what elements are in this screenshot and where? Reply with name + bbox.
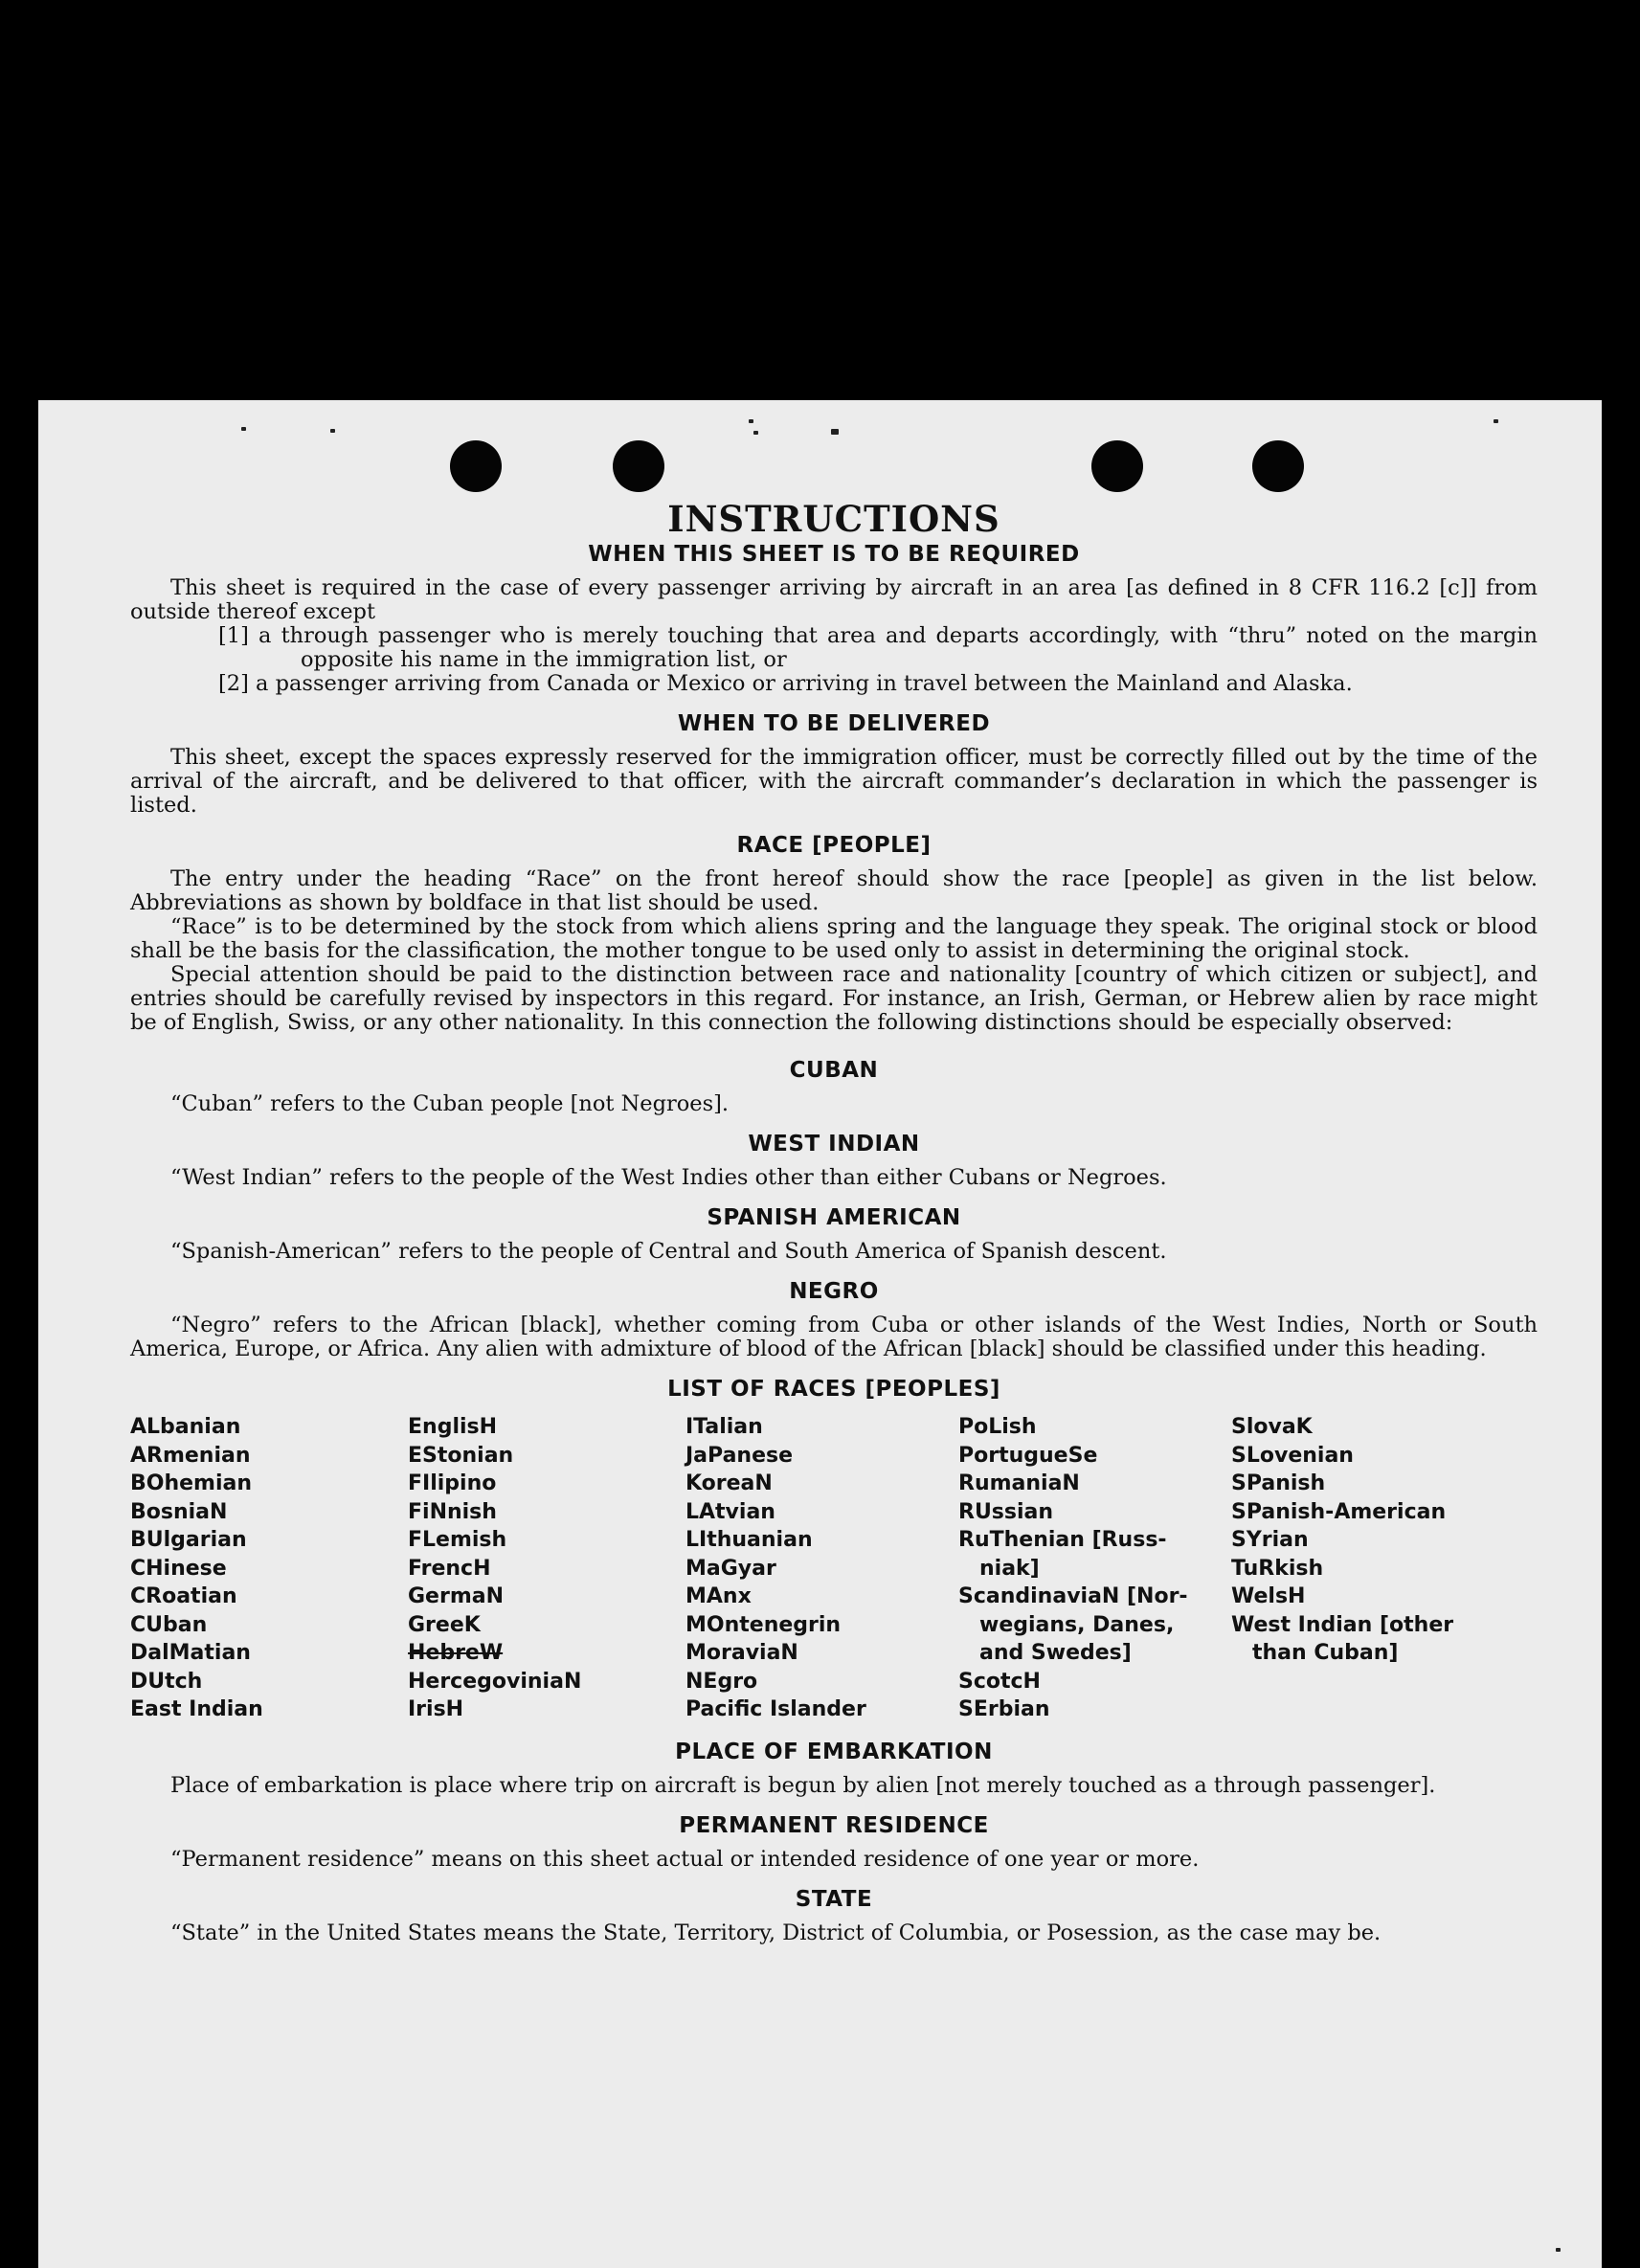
paper-speck [330,429,335,433]
race-item: NEgro [685,1669,758,1694]
race-item-continuation: niak] [979,1556,1040,1581]
race-item: BUlgarian [130,1528,247,1552]
paper-speck [831,429,839,435]
when-required-intro: This sheet is required in the case of every passenger arriving by aircraft in an area [as defined in 8 CFR 116.2 [c]] from outside thereof except [130,575,1538,624]
race-item: MaGyar [685,1556,776,1581]
race-paragraph-3: Special attention should be paid to the distinction between race and nationality [country of which citizen or subject], and entries should be carefully revised by inspectors in this regard. For instance, an Irish, German, or Hebrew alien by race might be of English, Swiss, or any other nationality. In this connection the following distinctions should be especially observed: [130,962,1538,1035]
race-list [130,1413,1538,1724]
race-item: BosniaN [130,1499,228,1524]
cuban-text: “Cuban” refers to the Cuban people [not Negroes]. [170,1091,730,1116]
race-item: FLemish [408,1528,507,1552]
heading-when-delivered: WHEN TO BE DELIVERED [677,711,991,736]
race-item-continuation: than Cuban] [1252,1641,1399,1665]
race-item: SErbian [958,1697,1050,1721]
race-item: PoLish [958,1415,1037,1439]
race-item: ITalian [685,1415,763,1439]
race-item: ALbanian [130,1415,241,1439]
race-item: SYrian [1231,1528,1309,1552]
heading-list-of-races: LIST OF RACES [PEOPLES] [667,1377,1000,1402]
race-item: MoraviaN [685,1641,798,1665]
race-list-column-2 [408,1413,685,1724]
race-item: EnglisH [408,1415,498,1439]
race-item: KoreaN [685,1471,773,1495]
race-item-struck-out: HebreW [408,1641,504,1665]
race-item: CRoatian [130,1584,237,1608]
west-indian-text: “West Indian” refers to the people of the West Indies other than either Cubans or Negroes. [170,1165,1167,1190]
race-list-column-3 [685,1413,958,1724]
heading-state: STATE [795,1886,873,1912]
race-item: LIthuanian [685,1528,813,1552]
heading-race: RACE [PEOPLE] [736,833,932,858]
race-list-column-4 [958,1413,1231,1724]
race-item: FiNnish [408,1499,497,1524]
paper-speck [241,427,246,431]
race-list-column-1 [130,1413,408,1724]
race-item: Pacific Islander [685,1697,866,1721]
race-item: IrisH [408,1697,464,1721]
heading-cuban: CUBAN [789,1058,879,1083]
heading-permanent-residence: PERMANENT RESIDENCE [679,1812,989,1838]
negro-text: “Negro” refers to the African [black], whether coming from Cuba or other islands of the West Indies, North or South America, Europe, or Africa. Any alien with admixture of blood of the African [black] should be classified under this heading. [130,1313,1538,1361]
race-item-continuation: and Swedes] [979,1641,1132,1665]
race-item: DalMatian [130,1641,251,1665]
paper-speck [1494,419,1498,423]
race-item: ScotcH [958,1669,1041,1694]
race-item: RumaniaN [958,1471,1080,1495]
race-item: FrencH [408,1556,491,1581]
race-item: East Indian [130,1697,263,1721]
punch-hole [613,440,664,492]
heading-spanish-american: SPANISH AMERICAN [707,1205,961,1230]
heading-place-of-embarkation: PLACE OF EMBARKATION [675,1739,993,1764]
race-item: CHinese [130,1556,227,1581]
punch-hole [1091,440,1143,492]
paper-speck [749,419,753,423]
race-item: BOhemian [130,1471,253,1495]
race-item: EStonian [408,1443,514,1468]
race-item: GermaN [408,1584,505,1608]
race-item: SPanish [1231,1471,1326,1495]
embarkation-text: Place of embarkation is place where trip on aircraft is begun by alien [not merely touched as a through passenger]. [170,1772,1436,1798]
punch-hole [450,440,502,492]
instructions-content [130,498,1538,1945]
race-item-continuation: wegians, Danes, [979,1612,1175,1637]
race-paragraph-2: “Race” is to be determined by the stock from which aliens spring and the language they speak. The original stock or blood shall be the basis for the classification, the mother tongue to be used only to assist in determining the original stock. [130,914,1538,963]
race-item: HercegoviniaN [408,1669,582,1694]
paper-speck [1556,2248,1561,2252]
race-paragraph-1: The entry under the heading “Race” on the front hereof should show the race [people] as given in the list below. Abbreviations as shown by boldface in that list should be used. [130,866,1538,915]
race-item: WelsH [1231,1584,1306,1608]
exception-item-1: [1] a through passenger who is merely touching that area and departs accordingly, with “thru” noted on the margin opposite his name in the immigration list, or [218,623,1538,672]
state-text: “State” in the United States means the State, Territory, District of Columbia, or Posession, as the case may be. [170,1920,1382,1945]
race-item: SlovaK [1231,1415,1313,1439]
race-item: PortugueSe [958,1443,1098,1468]
paper-speck [753,431,758,435]
instruction-sheet [38,400,1602,2268]
race-item: SLovenian [1231,1443,1354,1468]
race-item: West Indian [other [1231,1612,1454,1637]
race-item: CUban [130,1612,208,1637]
heading-when-required: WHEN THIS SHEET IS TO BE REQUIRED [588,542,1080,567]
page-title: INSTRUCTIONS [667,498,1000,540]
race-item: LAtvian [685,1499,775,1524]
race-item: ScandinaviaN [Nor- [958,1584,1188,1608]
residence-text: “Permanent residence” means on this sheet actual or intended residence of one year or more. [170,1846,1200,1872]
race-item: MOntenegrin [685,1612,842,1637]
race-item: DUtch [130,1669,203,1694]
race-list-column-5 [1231,1413,1499,1724]
race-item: FIlipino [408,1471,497,1495]
race-item: ARmenian [130,1443,251,1468]
race-item: GreeK [408,1612,481,1637]
race-item: RUssian [958,1499,1054,1524]
punch-hole [1252,440,1304,492]
race-item: TuRkish [1231,1556,1324,1581]
race-item: SPanish-American [1231,1499,1447,1524]
heading-west-indian: WEST INDIAN [748,1132,920,1156]
race-item: JaPanese [685,1443,794,1468]
spanish-american-text: “Spanish-American” refers to the people of Central and South America of Spanish descent. [170,1239,1167,1264]
race-item: MAnx [685,1584,752,1608]
race-item: RuThenian [Russ- [958,1528,1167,1552]
exception-item-2: [2] a passenger arriving from Canada or Mexico or arriving in travel between the Mainland and Alaska. [218,671,1353,696]
heading-negro: NEGRO [789,1279,879,1304]
when-delivered-text: This sheet, except the spaces expressly reserved for the immigration officer, must be correctly filled out by the time of the arrival of the aircraft, and be delivered to that officer, with the aircraft commander’s declaration in which the passenger is listed. [130,745,1538,818]
